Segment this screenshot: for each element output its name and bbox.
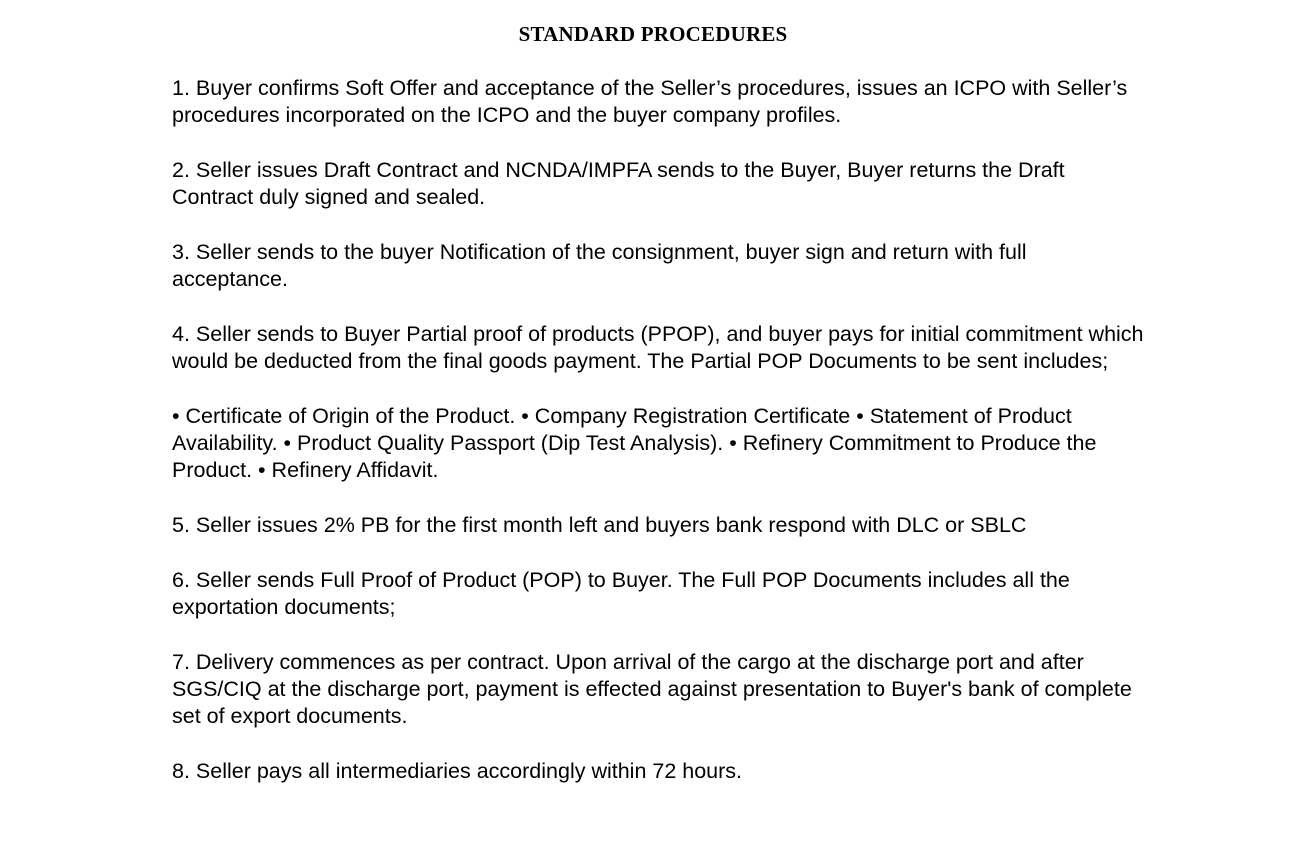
procedure-step-3: 3. Seller sends to the buyer Notification of the consignment, buyer sign and return with full acceptance.	[172, 240, 1027, 291]
procedures-list	[172, 75, 1147, 785]
procedure-step-1: 1. Buyer confirms Soft Offer and acceptance of the Seller’s procedures, issues an ICPO with Seller’s procedures incorporated on the ICPO and the buyer company profiles.	[172, 76, 1128, 127]
procedure-step-5: 5. Seller issues 2% PB for the first month left and buyers bank respond with DLC or SBLC	[172, 513, 1027, 537]
procedure-step-8: 8. Seller pays all intermediaries accordingly within 72 hours.	[172, 759, 743, 783]
page-title: STANDARD PROCEDURES	[518, 22, 788, 46]
procedure-step-7: 7. Delivery commences as per contract. Upon arrival of the cargo at the discharge port and after SGS/CIQ at the discharge port, payment is effected against presentation to Buyer's bank of complete set of export documents.	[172, 650, 1132, 728]
procedure-step-4: 4. Seller sends to Buyer Partial proof of products (PPOP), and buyer pays for initial commitment which would be deducted from the final goods payment. The Partial POP Documents to be sent includes;	[172, 322, 1144, 373]
pop-documents-list: • Certificate of Origin of the Product. • Company Registration Certificate • Statement of Product Availability. • Product Quality Passport (Dip Test Analysis). • Refinery Commitment to Produce the Product. • Refinery Affidavit.	[172, 404, 1097, 482]
procedure-step-6: 6. Seller sends Full Proof of Product (POP) to Buyer. The Full POP Documents includes all the exportation documents;	[172, 568, 1070, 619]
procedure-step-2: 2. Seller issues Draft Contract and NCNDA/IMPFA sends to the Buyer, Buyer returns the Draft Contract duly signed and sealed.	[172, 158, 1065, 209]
